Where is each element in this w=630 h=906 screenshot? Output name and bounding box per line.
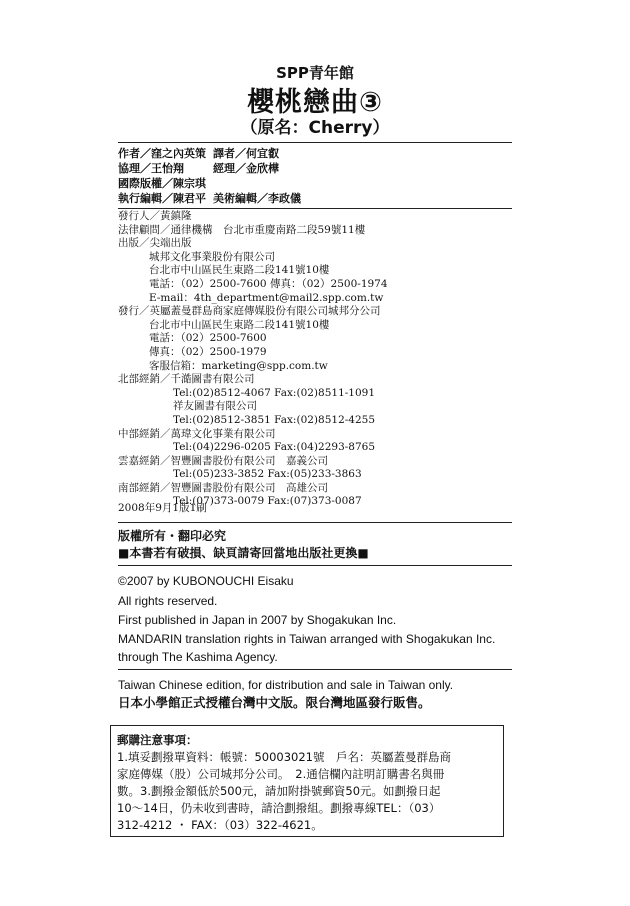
publisher-line: 台北市中山區民生東路二段141號10樓 bbox=[149, 318, 330, 331]
publisher-line: 中部經銷／萬瑋文化事業有限公司 bbox=[118, 427, 276, 440]
edition-date: 2008年9月1版1刷 bbox=[118, 502, 207, 514]
publisher-line: 法律顧問／通律機構 台北市重慶南路二段59號11樓 bbox=[118, 223, 366, 236]
notice-line: 家庭傳媒（股）公司城邦分公司。 2.通信欄內註明訂購書名與冊 bbox=[117, 767, 445, 781]
publisher-line: Tel:(05)233-3852 Fax:(05)233-3863 bbox=[173, 468, 362, 481]
publisher-line: Tel:(07)373-0079 Fax:(07)373-0087 bbox=[173, 495, 362, 508]
publisher-info bbox=[118, 210, 388, 509]
agency-line: through The Kashima Agency. bbox=[118, 650, 278, 664]
publisher-line: E-mail：4th_department@mail2.spp.com.tw bbox=[149, 291, 384, 304]
taiwan-edition-line: Taiwan Chinese edition, for distribution and sale in Taiwan only. bbox=[118, 678, 454, 692]
publisher-line: Tel:(02)8512-3851 Fax:(02)8512-4255 bbox=[173, 413, 376, 426]
publisher-line: 祥友圖書有限公司 bbox=[173, 400, 257, 413]
credit-international-rights: 國際版權／陳宗琪 bbox=[118, 177, 206, 190]
publisher-line: 發行／英屬蓋曼群島商家庭傳媒股份有限公司城邦分公司 bbox=[118, 305, 381, 318]
divider-top bbox=[118, 142, 512, 143]
series-label: SPP青年館 bbox=[276, 64, 354, 82]
publisher-line: 北部經銷／千澔圖書有限公司 bbox=[118, 373, 255, 386]
divider-rights bbox=[118, 565, 512, 566]
translation-rights-line: MANDARIN translation rights in Taiwan arranged with Shogakukan Inc. bbox=[118, 632, 496, 646]
original-title: （原名：Cherry） bbox=[240, 118, 390, 138]
notice-line: 312-4212 ・ FAX：（03）322-4621。 bbox=[117, 818, 323, 832]
book-title: 櫻桃戀曲③ bbox=[247, 87, 383, 118]
publisher-line: Tel:(04)2296-0205 Fax:(04)2293-8765 bbox=[173, 441, 376, 454]
publisher-line: 城邦文化事業股份有限公司 bbox=[149, 250, 275, 263]
publisher-line: 台北市中山區民生東路二段141號10樓 bbox=[149, 264, 330, 277]
notice-line: 數。3.劃撥金額低於500元，請加附掛號郵資50元。如劃撥日起 bbox=[117, 784, 441, 798]
notice-line: 1.填妥劃撥單資料：帳號：50003021號 戶名：英屬蓋曼群島商 bbox=[117, 750, 452, 764]
credit-art-editor: 美術編輯／李政儀 bbox=[213, 192, 301, 205]
divider-credits bbox=[118, 208, 512, 209]
publisher-line: 出版／尖端出版 bbox=[118, 237, 192, 250]
mail-order-notice-box bbox=[110, 725, 504, 837]
publisher-line: 電話：（02）2500-7600 bbox=[149, 332, 267, 345]
divider-english bbox=[118, 669, 512, 670]
publisher-line: 電話：（02）2500-7600 傳真：（02）2500-1974 bbox=[149, 277, 388, 290]
publisher-line: 雲嘉經銷／智豐圖書股份有限公司 嘉義公司 bbox=[118, 454, 328, 467]
copyright-line: ©2007 by KUBONOUCHI Eisaku bbox=[118, 574, 294, 588]
damage-notice: ■本書若有破損、缺頁請寄回當地出版社更換■ bbox=[118, 546, 369, 560]
notice-title: 郵購注意事項： bbox=[117, 733, 198, 747]
publisher-line: 發行人／黃鎮隆 bbox=[118, 210, 192, 222]
rights-reserved-line: All rights reserved. bbox=[118, 594, 218, 608]
publisher-line: Tel:(02)8512-4067 Fax:(02)8511-1091 bbox=[173, 386, 376, 399]
publisher-line: 南部經銷／智豐圖書股份有限公司 高雄公司 bbox=[118, 481, 328, 494]
credit-translator: 譯者／何宜叡 bbox=[213, 147, 279, 160]
credit-executive-editor: 執行編輯／陳君平 bbox=[118, 192, 206, 205]
credit-manager: 經理／金欣樺 bbox=[213, 162, 279, 175]
publisher-line: 傳真：（02）2500-1979 bbox=[149, 345, 267, 358]
authorized-edition-line: 日本小學館正式授權台灣中文版。限台灣地區發行販售。 bbox=[118, 695, 431, 710]
credit-associate-manager: 協理／王怡翔 bbox=[118, 162, 184, 175]
credit-author: 作者／窪之內英策 bbox=[118, 147, 206, 160]
publisher-line: 客服信箱：marketing@spp.com.tw bbox=[149, 359, 328, 372]
divider-edition bbox=[118, 522, 512, 523]
first-published-line: First published in Japan in 2007 by Shogakukan Inc. bbox=[118, 613, 397, 627]
rights-notice: 版權所有・翻印必究 bbox=[118, 529, 227, 543]
notice-line: 10～14日，仍未收到書時，請洽劃撥組。劃撥專線TEL：（03） bbox=[117, 801, 441, 815]
